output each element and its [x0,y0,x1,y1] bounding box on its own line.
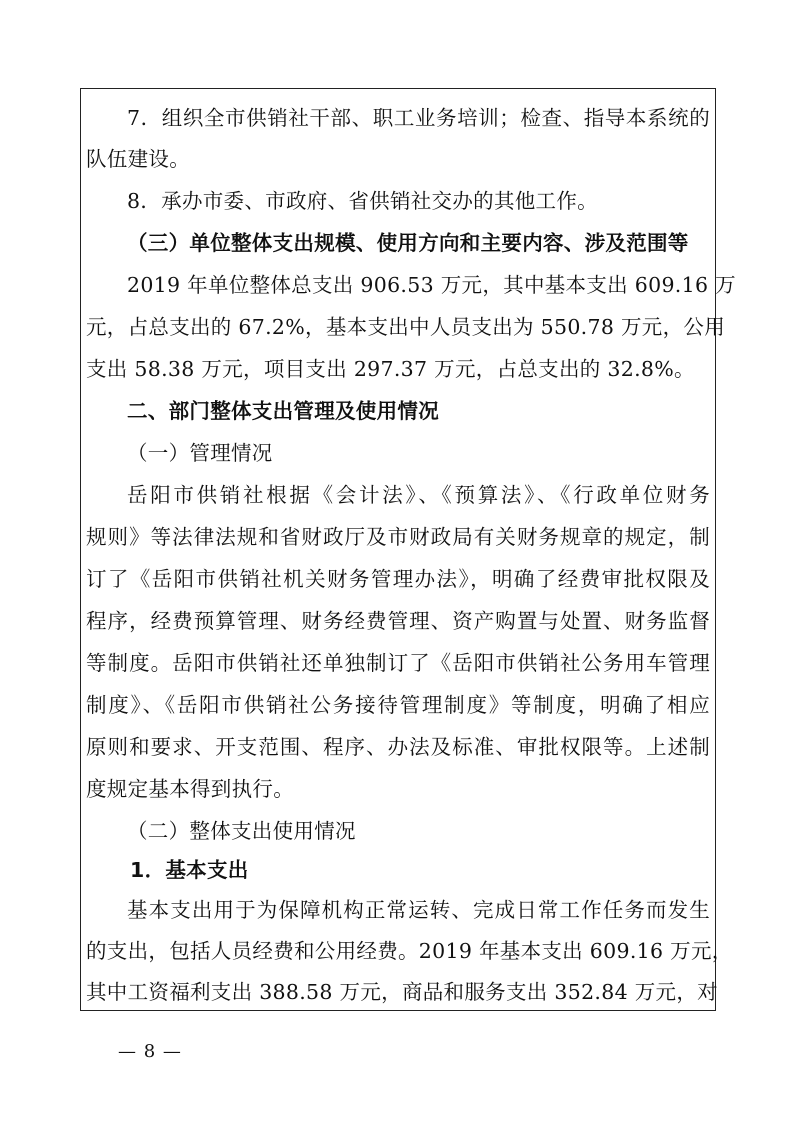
section-heading: （三）单位整体支出规模、使用方向和主要内容、涉及范围等 [127,231,689,255]
subsection-heading: （一）管理情况 [127,441,273,465]
paragraph-line: 等制度。岳阳市供销社还单独制订了《岳阳市供销社公务用车管理 [86,651,710,675]
paragraph-line: 规则》等法律法规和省财政厅及市财政局有关财务规章的规定，制 [86,525,710,549]
paragraph-line: 制度》、《岳阳市供销社公务接待管理制度》等制度，明确了相应 [86,693,710,717]
paragraph-line: 的支出，包括人员经费和公用经费。2019 年基本支出 609.16 万元， [86,939,733,963]
page-number: — 8 — [118,1041,182,1062]
subsection-heading: （二）整体支出使用情况 [127,819,356,843]
paragraph-line: 基本支出用于为保障机构正常运转、完成日常工作任务而发生 [127,898,710,922]
paragraph-line: 支出 58.38 万元，项目支出 297.37 万元，占总支出的 32.8%。 [86,357,695,381]
paragraph-line: 7．组织全市供销社干部、职工业务培训；检查、指导本系统的 [127,106,710,130]
paragraph-line: 度规定基本得到执行。 [86,777,294,801]
paragraph-line: 原则和要求、开支范围、程序、办法及标准、审批权限等。上述制 [86,735,710,759]
section-heading: 二、部门整体支出管理及使用情况 [127,399,439,423]
paragraph-line: 岳阳市供销社根据《会计法》、《预算法》、《行政单位财务 [127,483,710,507]
item-heading: 1．基本支出 [130,858,249,882]
paragraph-line: 订了《岳阳市供销社机关财务管理办法》，明确了经费审批权限及 [86,567,710,591]
paragraph-line: 元，占总支出的 67.2%，基本支出中人员支出为 550.78 万元，公用 [86,315,726,339]
paragraph-line: 队伍建设。 [86,147,190,171]
paragraph-line: 2019 年单位整体总支出 906.53 万元，其中基本支出 609.16 万 [127,273,736,297]
paragraph-line: 8．承办市委、市政府、省供销社交办的其他工作。 [127,189,598,213]
paragraph-line: 其中工资福利支出 388.58 万元，商品和服务支出 352.84 万元，对 [86,980,718,1004]
paragraph-line: 程序，经费预算管理、财务经费管理、资产购置与处置、财务监督 [86,609,710,633]
